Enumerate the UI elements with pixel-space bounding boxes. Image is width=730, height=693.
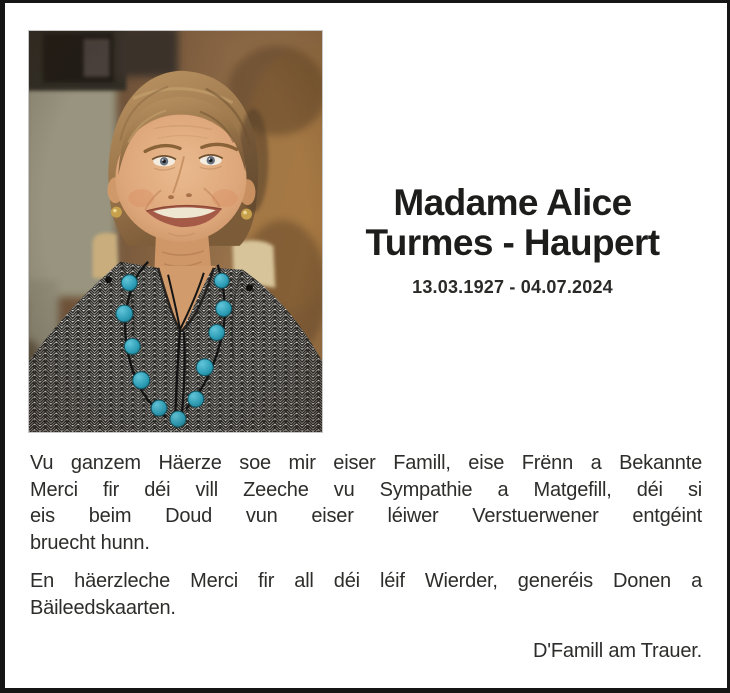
- paragraph-line: Merci fir déi vill Zeeche vu Sympathie a Matgefill, déi si: [30, 478, 702, 501]
- deceased-name-line2: Turmes - Haupert: [365, 222, 660, 263]
- thanks-paragraph: [30, 450, 702, 556]
- condolences-paragraph: [30, 568, 702, 621]
- notice-body: [30, 450, 702, 665]
- photo-vignette: [29, 31, 322, 432]
- portrait-photo: [28, 30, 323, 433]
- paragraph-line: Vu ganzem Häerze soe mir eiser Famill, eise Frënn a Bekannte: [30, 452, 702, 474]
- paragraph-line: eis beim Doud vun eiser léiwer Verstuerwener entgéint: [30, 505, 702, 527]
- title-block: [323, 183, 702, 298]
- paragraph-line: Bäileedskaarten.: [30, 596, 176, 619]
- family-signature: D'Famill am Trauer.: [533, 640, 702, 662]
- deceased-name-line1: Madame Alice: [393, 182, 632, 223]
- paragraph-line: En häerzleche Merci fir all déi léif Wierder, generéis Donen a: [30, 570, 702, 592]
- birth-death-dates: 13.03.1927 - 04.07.2024: [412, 277, 613, 297]
- paragraph-line: bruecht hunn.: [30, 531, 150, 554]
- portrait-illustration: [29, 31, 322, 432]
